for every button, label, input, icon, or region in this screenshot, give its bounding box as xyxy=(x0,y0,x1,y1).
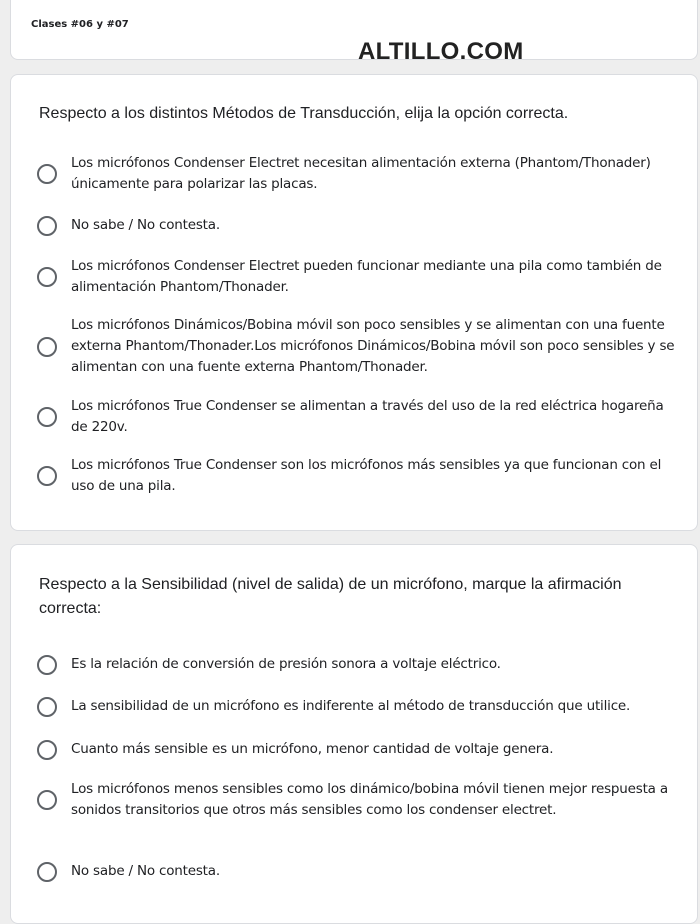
option-1[interactable] xyxy=(37,654,679,675)
radio-button[interactable] xyxy=(37,862,57,882)
option-5[interactable] xyxy=(37,396,679,438)
option-4[interactable] xyxy=(37,779,679,821)
option-2[interactable] xyxy=(37,696,679,717)
radio-button[interactable] xyxy=(37,267,57,287)
option-1[interactable] xyxy=(37,153,679,195)
header-card xyxy=(10,0,698,60)
option-label: Los micrófonos Condenser Electret pueden funcionar mediante una pila como también de alimentación Phantom/Thonader. xyxy=(71,258,662,295)
option-label: Los micrófonos menos sensibles como los dinámico/bobina móvil tienen mejor respuesta a sonidos transitorios que otros más sensibles como los condenser electret. xyxy=(71,781,668,818)
question-card-1 xyxy=(10,74,698,531)
option-label: Cuanto más sensible es un micrófono, menor cantidad de voltaje genera. xyxy=(71,741,554,757)
option-6[interactable] xyxy=(37,455,679,497)
radio-button[interactable] xyxy=(37,337,57,357)
radio-button[interactable] xyxy=(37,216,57,236)
radio-button[interactable] xyxy=(37,655,57,675)
radio-button[interactable] xyxy=(37,790,57,810)
question-title: Respecto a la Sensibilidad (nivel de salida) de un micrófono, marque la afirmación correcta: xyxy=(39,576,622,617)
radio-button[interactable] xyxy=(37,697,57,717)
class-label: Clases #06 y #07 xyxy=(31,19,129,30)
radio-button[interactable] xyxy=(37,164,57,184)
option-label: No sabe / No contesta. xyxy=(71,863,220,879)
option-4[interactable] xyxy=(37,315,679,378)
option-3[interactable] xyxy=(37,739,679,760)
option-5[interactable] xyxy=(37,861,679,882)
option-3[interactable] xyxy=(37,256,679,298)
question-card-2 xyxy=(10,544,698,924)
option-label: Los micrófonos Dinámicos/Bobina móvil son poco sensibles y se alimentan con una fuente externa Phantom/Thonader.Los micrófonos Dinámicos/Bobina móvil son poco sensibles y se alimentan con una fuente externa Phantom/Thonader. xyxy=(71,317,675,375)
option-2[interactable] xyxy=(37,215,679,236)
radio-button[interactable] xyxy=(37,466,57,486)
radio-button[interactable] xyxy=(37,740,57,760)
question-title: Respecto a los distintos Métodos de Transducción, elija la opción correcta. xyxy=(39,105,569,122)
option-label: Los micrófonos Condenser Electret necesitan alimentación externa (Phantom/Thonader) únicamente para polarizar las placas. xyxy=(71,155,651,192)
option-label: No sabe / No contesta. xyxy=(71,217,220,233)
option-label: Los micrófonos True Condenser se alimentan a través del uso de la red eléctrica hogareña de 220v. xyxy=(71,398,664,435)
option-label: Los micrófonos True Condenser son los micrófonos más sensibles ya que funcionan con el uso de una pila. xyxy=(71,457,662,494)
watermark: ALTILLO.COM xyxy=(358,38,524,65)
option-label: La sensibilidad de un micrófono es indiferente al método de transducción que utilice. xyxy=(71,698,631,714)
option-label: Es la relación de conversión de presión sonora a voltaje eléctrico. xyxy=(71,656,501,672)
radio-button[interactable] xyxy=(37,407,57,427)
